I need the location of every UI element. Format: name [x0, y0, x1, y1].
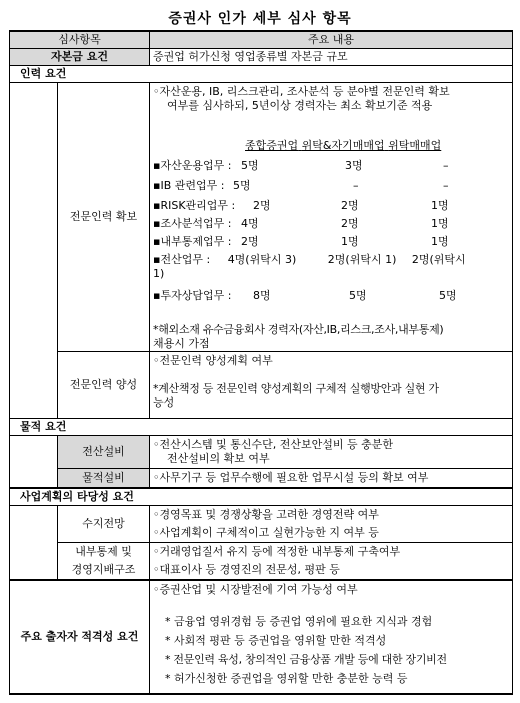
- facility-row: [10, 469, 513, 489]
- table-header-row: [10, 31, 513, 49]
- it-label: 전산설비: [58, 436, 150, 469]
- experts-intro-2: 여부를 심사하되, 5년이상 경력자는 최소 확보기준 적용: [167, 99, 433, 112]
- physical-section-title: 물적 요건: [10, 419, 513, 436]
- physical-blank-cell: [10, 436, 58, 489]
- experts-row-value: 1명: [341, 235, 359, 248]
- training-line: *계산책정 등 전문인력 양성계획의 구체적 실행방안과 실현 가: [153, 382, 439, 395]
- governance-line: ◦대표이사 등 경영진의 전문성, 평판 등: [153, 563, 340, 576]
- experts-col-2: 위탁&자기매매업: [301, 139, 385, 152]
- experts-row-value: 5명: [241, 159, 259, 172]
- personnel-blank-cell: [10, 83, 58, 419]
- experts-row-value: –: [443, 179, 449, 192]
- experts-row-4: [153, 235, 509, 249]
- experts-row-1: [153, 179, 509, 193]
- experts-row-value: 5명: [439, 289, 457, 302]
- experts-row-value: 2명: [241, 235, 259, 248]
- experts-row-name: ▪자산운용업무 :: [153, 159, 232, 172]
- shareholder-line: * 사회적 평판 등 증권업을 영위할 만한 적격성: [165, 634, 387, 647]
- experts-row-name: ▪조사분석업무 :: [153, 217, 232, 230]
- experts-col-1: 종합증권업: [245, 139, 299, 152]
- experts-row-name: ▪투자상담업무 :: [153, 289, 232, 302]
- facility-label: 물적설비: [58, 469, 150, 489]
- header-content-col: 주요 내용: [150, 31, 513, 49]
- experts-row-value: 2명: [341, 199, 359, 212]
- header-item-col: 심사항목: [10, 31, 150, 49]
- profit-label: 수지전망: [58, 506, 150, 543]
- experts-row-value: 5명: [233, 179, 251, 192]
- experts-row-name: ▪IB 관련업무 :: [153, 179, 225, 192]
- shareholder-line: * 전문인력 육성, 창의적인 금융상품 개발 등에 대한 장기비전: [165, 653, 447, 666]
- physical-section-row: [10, 419, 513, 436]
- experts-row-value: 8명: [253, 289, 271, 302]
- experts-label: 전문인력 확보: [58, 83, 150, 352]
- experts-row-3: [153, 217, 509, 231]
- capital-label: 자본금 요건: [10, 49, 150, 66]
- profit-row: [10, 506, 513, 543]
- experts-note-2: 채용시 가점: [153, 337, 210, 350]
- page-title: 증권사 인가 세부 심사 항목: [168, 11, 352, 27]
- governance-content: [150, 543, 513, 581]
- experts-note-1: *해외소재 유수금융회사 경력자(자산,IB,리스크,조사,내부통제): [153, 323, 444, 336]
- shareholder-content: [150, 580, 513, 694]
- governance-label: [58, 543, 150, 581]
- it-content: [150, 436, 513, 469]
- shareholder-line: * 금융업 영위경험 등 증권업 영위에 필요한 지식과 경험: [165, 615, 433, 628]
- review-table: [9, 30, 513, 695]
- experts-intro-1: ◦자산운용, IB, 리스크관리, 조사분석 등 분야별 전문인력 확보: [153, 85, 450, 98]
- experts-row-0: [153, 159, 509, 173]
- shareholder-line: * 허가신청한 증권업을 영위할 만한 충분한 능력 등: [165, 672, 408, 685]
- business-section-row: [10, 488, 513, 506]
- governance-row: [10, 543, 513, 581]
- experts-col-3: 위탁매매업: [388, 139, 442, 152]
- experts-row-name: ▪RISK관리업무 :: [153, 199, 236, 212]
- experts-row-value: 3명: [345, 159, 363, 172]
- it-line: ◦전산시스템 및 통신수단, 전산보안설비 등 충분한: [153, 438, 394, 451]
- it-line: 전산설비의 확보 여부: [167, 452, 270, 465]
- experts-row-value: 2명(위탁시: [411, 253, 466, 266]
- shareholder-row: [10, 580, 513, 694]
- experts-row-value: 1명: [431, 235, 449, 248]
- experts-row-value: –: [443, 159, 449, 172]
- shareholder-line: [153, 597, 509, 615]
- governance-label-line: 경영지배구조: [71, 563, 136, 576]
- personnel-section-row: [10, 66, 513, 83]
- experts-row-value: 4명: [241, 217, 259, 230]
- training-line: 능성: [153, 396, 175, 409]
- training-label: 전문인력 양성: [58, 352, 150, 419]
- experts-row-value: 4명(위탁시 3): [227, 253, 297, 266]
- experts-row: [10, 83, 513, 352]
- capital-row: [10, 49, 513, 66]
- training-row: [10, 352, 513, 419]
- experts-columns: [153, 139, 509, 153]
- experts-row-value: 1명: [431, 199, 449, 212]
- training-content: [150, 352, 513, 419]
- shareholder-line: ◦증권산업 및 시장발전에 기여 가능성 여부: [153, 583, 358, 596]
- personnel-section-title: 인력 요건: [10, 66, 513, 83]
- business-blank-cell: [10, 506, 58, 581]
- profit-content: [150, 506, 513, 543]
- facility-content: ◦사무기구 등 업무수행에 필요한 업무시설 등의 확보 여부: [150, 469, 513, 489]
- shareholder-label: 주요 출자자 적격성 요건: [10, 580, 150, 694]
- capital-content: 증권업 허가신청 영업종류별 자본금 규모: [150, 49, 513, 66]
- experts-row-6: 1): [153, 267, 165, 280]
- experts-row-value: 2명(위탁시 1): [327, 253, 397, 266]
- profit-line: ◦사업계획이 구체적이고 실현가능한 지 여부 등: [153, 526, 379, 539]
- experts-row-name: ▪전산업무 :: [153, 253, 211, 266]
- experts-row-2: [153, 199, 509, 213]
- experts-row-value: 5명: [349, 289, 367, 302]
- governance-label-line: 내부통제 및: [75, 545, 132, 558]
- experts-row-7: [153, 289, 509, 303]
- it-row: [10, 436, 513, 469]
- training-line: [153, 368, 509, 382]
- profit-line: ◦경영목표 및 경쟁상황을 고려한 경영전략 여부: [153, 508, 379, 521]
- business-section-title: 사업계획의 타당성 요건: [10, 488, 513, 506]
- experts-row-value: 1명: [431, 217, 449, 230]
- experts-row-value: –: [353, 179, 359, 192]
- experts-content: [150, 83, 513, 352]
- experts-row-value: 2명: [253, 199, 271, 212]
- governance-line: ◦거래영업질서 유지 등에 적정한 내부통제 구축여부: [153, 545, 401, 558]
- experts-row-name: ▪내부통제업무 :: [153, 235, 232, 248]
- experts-row-value: 2명: [341, 217, 359, 230]
- experts-row-5: [153, 253, 509, 267]
- training-line: ◦전문인력 양성계획 여부: [153, 354, 273, 367]
